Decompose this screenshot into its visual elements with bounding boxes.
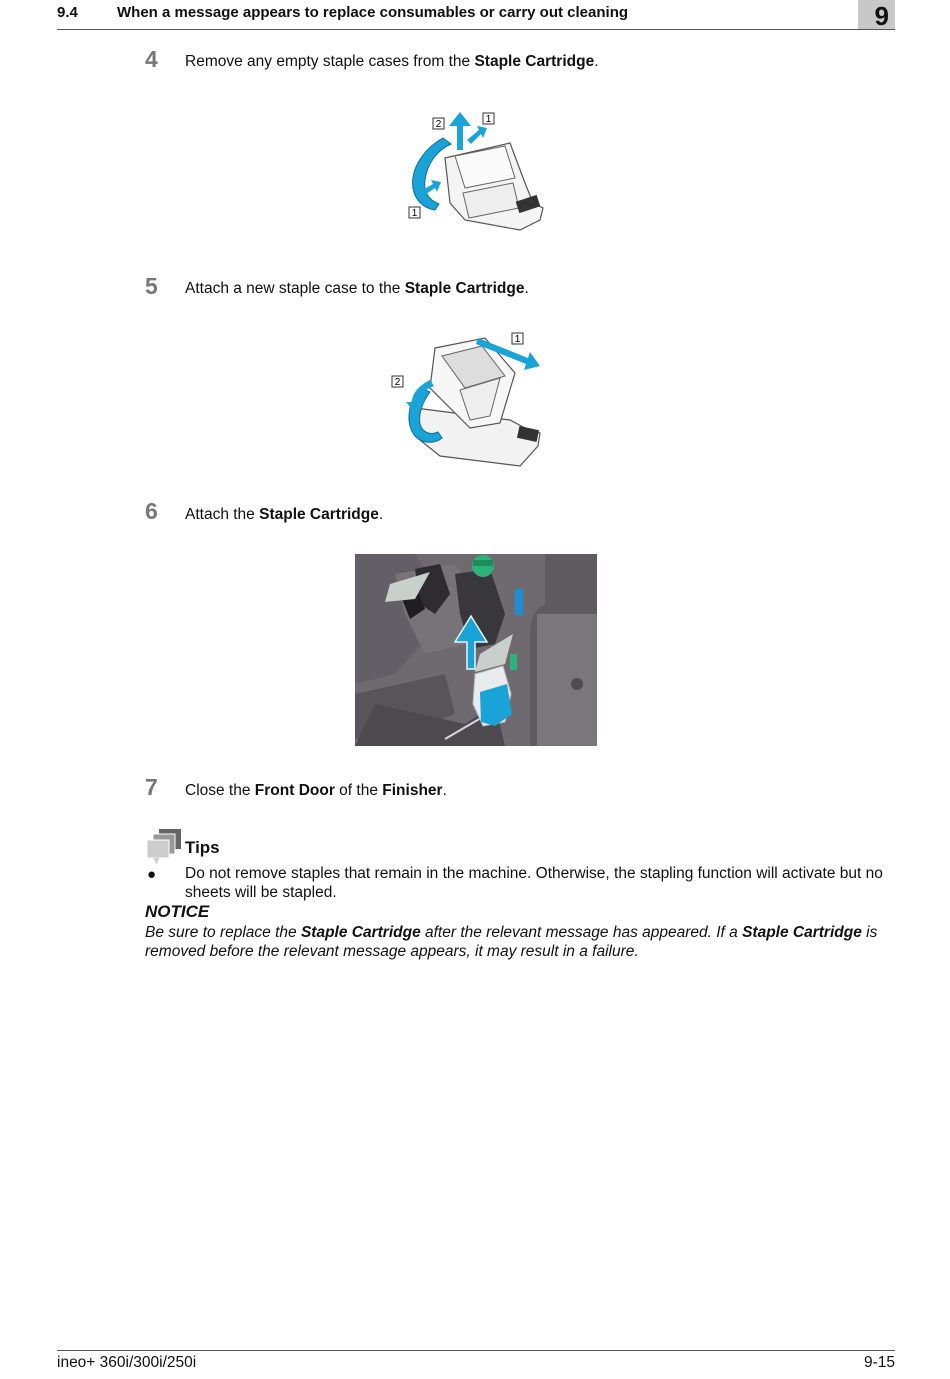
step-5-text: Attach a new staple case to the Staple Cartridge.: [185, 280, 529, 297]
callout-label: 1: [514, 334, 521, 345]
step-4-number: 4: [145, 46, 158, 72]
step-6-text: Attach the Staple Cartridge.: [185, 506, 384, 523]
tips-title: Tips: [185, 838, 220, 857]
product-model: ineo+ 360i/300i/250i: [57, 1354, 197, 1371]
remove-staple-case-illustration: [405, 108, 550, 238]
chapter-number: 9: [874, 1, 889, 31]
attach-staple-cartridge-photo: [355, 554, 597, 746]
step-6-number: 6: [145, 498, 158, 524]
callout-label: 2: [394, 377, 401, 388]
step-4-text: Remove any empty staple cases from the Staple Cartridge.: [185, 53, 599, 70]
section-title: When a message appears to replace consumables or carry out cleaning: [117, 4, 629, 21]
notice-text: Be sure to replace the Staple Cartridge after the relevant message has appeared. If a Staple Cartridge is removed before the relevant message appears, it may result in a failure.: [145, 924, 878, 960]
callout-label: 1: [485, 114, 492, 125]
chapter-tab: [858, 0, 895, 29]
section-number: 9.4: [57, 4, 78, 21]
notice-title: NOTICE: [145, 902, 210, 921]
step-5-number: 5: [145, 273, 158, 299]
page-number: 9-15: [863, 1354, 895, 1371]
tip-text: Do not remove staples that remain in the machine. Otherwise, the stapling function will activate but no sheets will be stapled.: [185, 865, 883, 901]
arrow-press-icon: [467, 126, 487, 144]
bullet-icon: ●: [147, 866, 157, 883]
tips-icon: [145, 829, 183, 865]
attach-staple-case-illustration: [390, 328, 550, 473]
step-7-number: 7: [145, 774, 158, 800]
page-footer: [57, 1350, 895, 1371]
page-header: [57, 0, 895, 30]
step-7-text: Close the Front Door of the Finisher.: [185, 782, 447, 799]
callout-label: 1: [411, 208, 418, 219]
arrow-up-icon: [449, 112, 471, 150]
callout-label: 2: [435, 119, 442, 130]
